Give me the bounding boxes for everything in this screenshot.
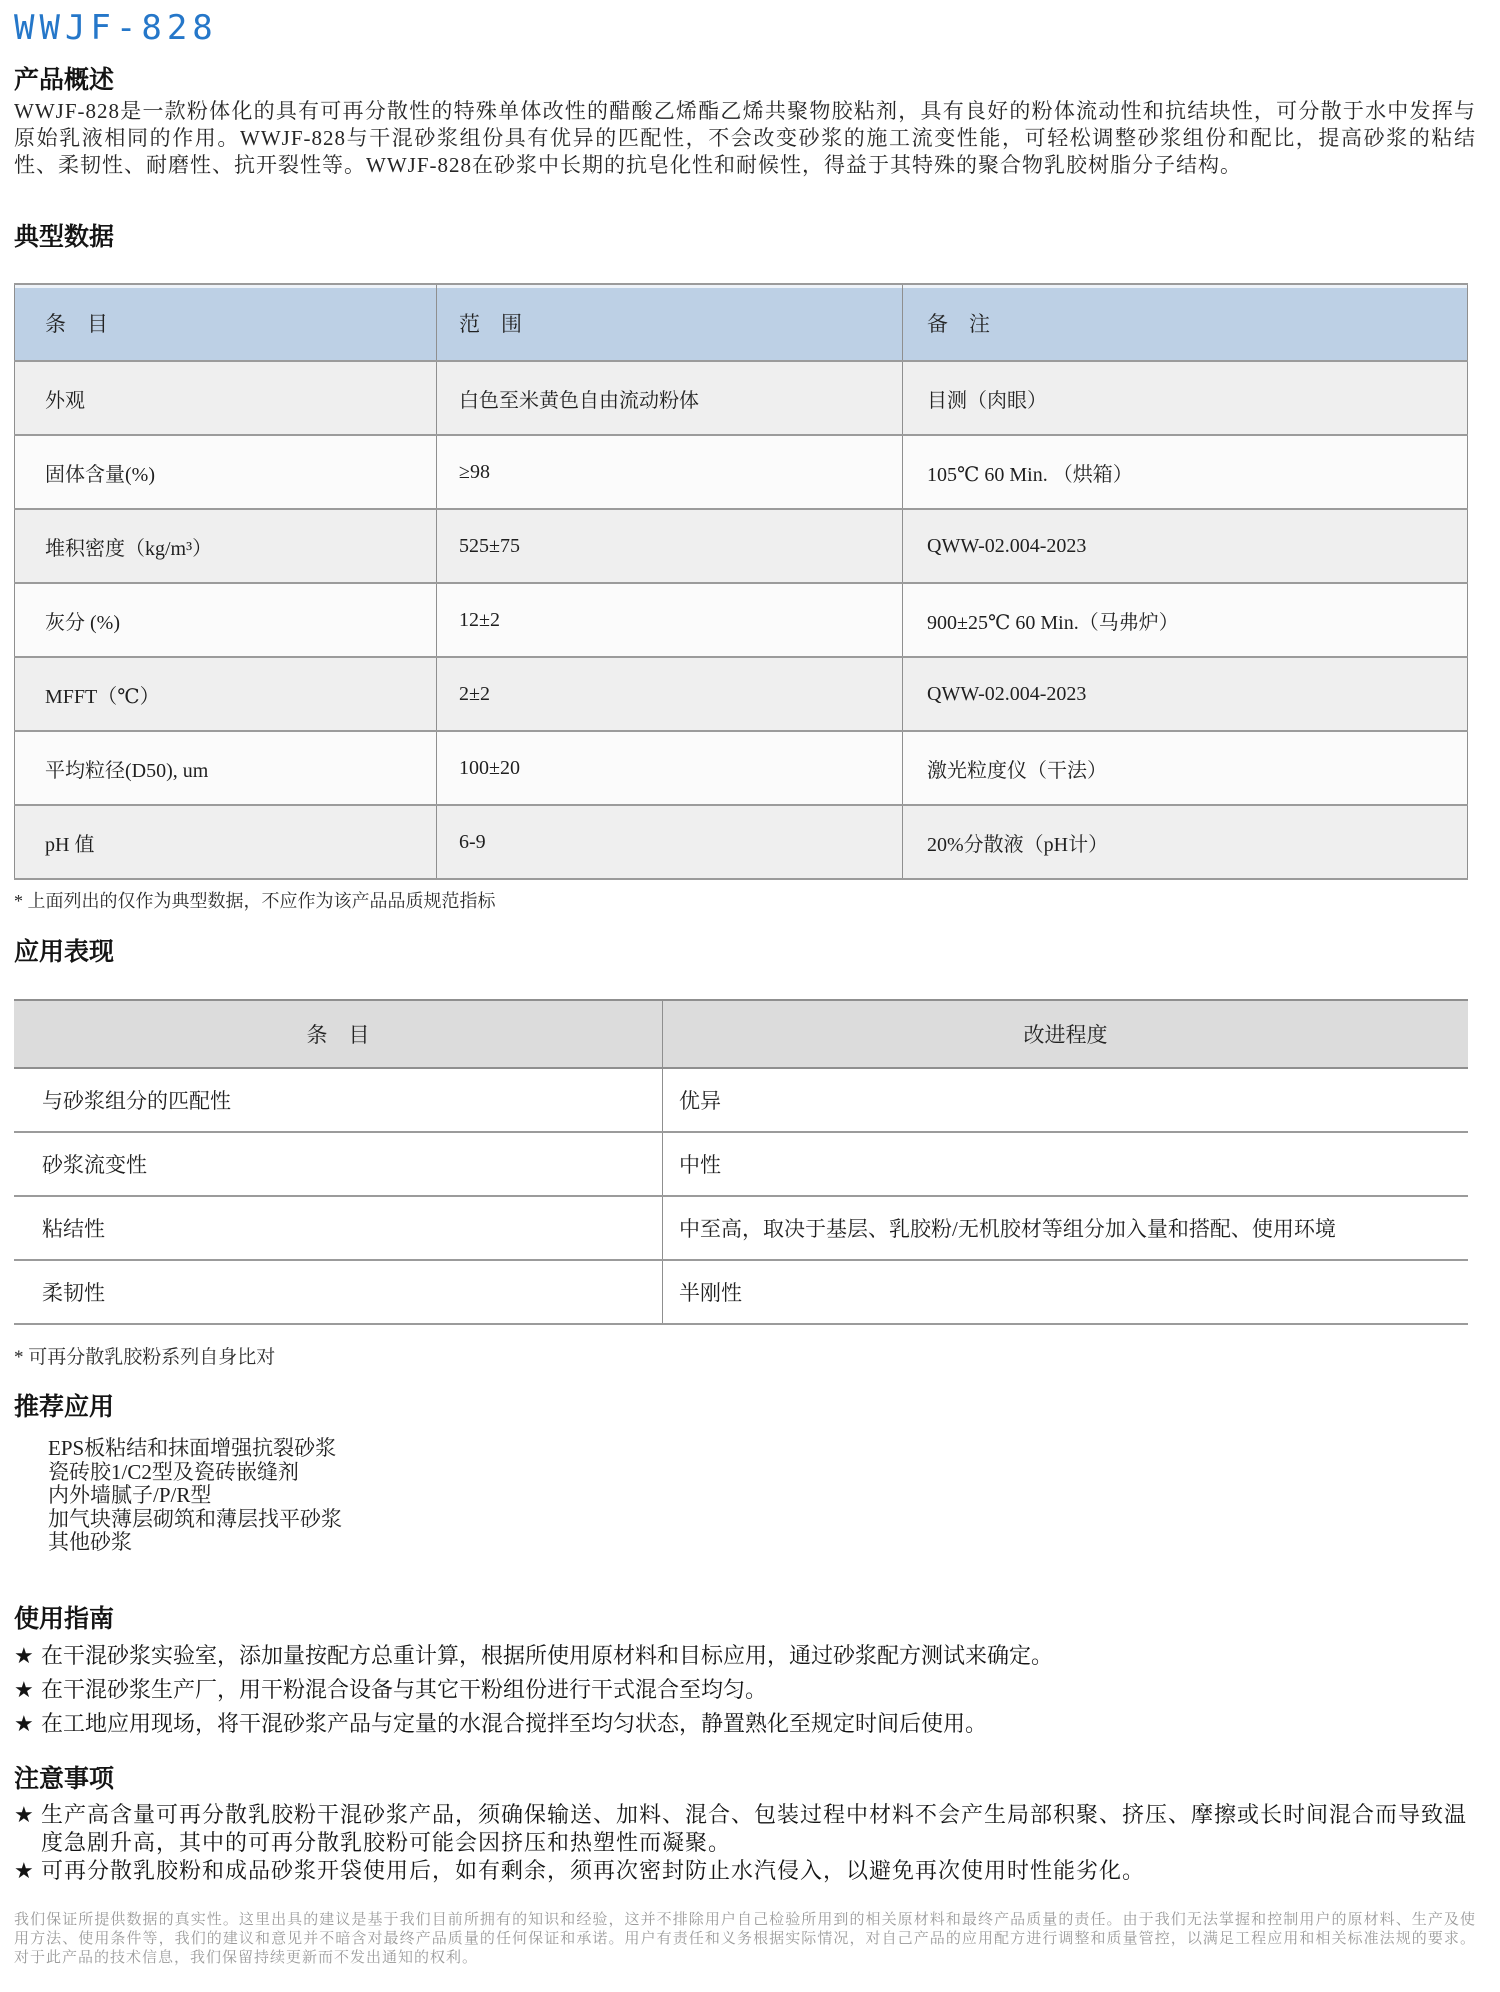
table-header-row [15, 284, 1468, 361]
table-row [14, 1132, 1468, 1196]
list-item: 内外墙腻子/P/R型 [48, 1483, 212, 1507]
star-bullet-icon: ★ [14, 1857, 35, 1883]
table-cell: 固体含量(%) [15, 435, 437, 509]
table-cell: ≥98 [437, 435, 903, 509]
table-cell: 目测（肉眼） [903, 361, 1468, 435]
column-header: 条 目 [15, 284, 437, 361]
table-row [14, 1260, 1468, 1324]
table-header-row [14, 1000, 1468, 1068]
table-cell: 平均粒径(D50), um [15, 731, 437, 805]
application-table [14, 999, 1468, 1325]
table-cell: QWW-02.004-2023 [903, 509, 1468, 583]
table-cell: 激光粒度仪（干法） [903, 731, 1468, 805]
table-row [14, 1196, 1468, 1260]
list-item [14, 1639, 1476, 1673]
usage-item-text: 在工地应用现场，将干混砂浆产品与定量的水混合搅拌至均匀状态，静置熟化至规定时间后使用。 [41, 1710, 988, 1736]
list-item: 瓷砖胶1/C2型及瓷砖嵌缝剂 [48, 1459, 299, 1484]
list-item [14, 1673, 1476, 1707]
table-row [15, 361, 1468, 435]
recommended-list [14, 1437, 1476, 1555]
notes-item-text: 可再分散乳胶粉和成品砂浆开袋使用后，如有剩余，须再次密封防止水汽侵入，以避免再次使用时性能劣化。 [41, 1857, 1146, 1883]
table-row [15, 435, 1468, 509]
column-header: 改进程度 [663, 1000, 1469, 1068]
table-cell: 与砂浆组分的匹配性 [14, 1068, 663, 1132]
table-row [15, 509, 1468, 583]
section-heading-usage: 使用指南 [14, 1604, 115, 1633]
star-bullet-icon: ★ [14, 1710, 34, 1736]
section-heading-notes: 注意事项 [14, 1764, 115, 1793]
table-cell: 6-9 [437, 805, 903, 879]
table-row [15, 657, 1468, 731]
table-cell: 900±25℃ 60 Min.（马弗炉） [903, 583, 1468, 657]
table-cell: 105℃ 60 Min. （烘箱） [903, 435, 1468, 509]
table-row [15, 731, 1468, 805]
overview-paragraph: WWJF-828是一款粉体化的具有可再分散性的特殊单体改性的醋酸乙烯酯乙烯共聚物胶粘剂，具有良好的粉体流动性和抗结块性，可分散于水中发挥与原始乳液相同的作用。WWJF-828与干混砂浆组份具有优异的匹配性，不会改变砂浆的施工流变性能，可轻松调整砂浆组份和配比，提高砂浆的粘结性、柔韧性、耐磨性、抗开裂性等。WWJF-828在砂浆中长期的抗皂化性和耐候性，得益于其特殊的聚合物乳胶树脂分子结构。 [14, 99, 1476, 177]
table-cell: 2±2 [437, 657, 903, 731]
table-cell: 12±2 [437, 583, 903, 657]
column-header: 备 注 [903, 284, 1468, 361]
table-cell: 灰分 (%) [15, 583, 437, 657]
table-cell: 柔韧性 [14, 1260, 663, 1324]
table-cell: pH 值 [15, 805, 437, 879]
list-item: 加气块薄层砌筑和薄层找平砂浆 [48, 1506, 342, 1531]
table-cell: 100±20 [437, 731, 903, 805]
list-item: 其他砂浆 [48, 1530, 132, 1554]
table-cell: 外观 [15, 361, 437, 435]
star-bullet-icon: ★ [14, 1801, 35, 1827]
list-item [14, 1801, 1476, 1857]
list-item [14, 1707, 1476, 1741]
list-item [14, 1857, 1476, 1885]
star-bullet-icon: ★ [14, 1642, 34, 1668]
list-item: EPS板粘结和抹面增强抗裂砂浆 [48, 1436, 337, 1460]
notes-item-text: 生产高含量可再分散乳胶粉干混砂浆产品，须确保输送、加料、混合、包装过程中材料不会产生局部积聚、挤压、摩擦或长时间混合而导致温度急剧升高，其中的可再分散乳胶粉可能会因挤压和热塑性而凝聚。 [41, 1801, 1468, 1855]
table-cell: MFFT（℃） [15, 657, 437, 731]
table-cell: 优异 [663, 1068, 1469, 1132]
table-cell: 堆积密度（kg/m³） [15, 509, 437, 583]
table-cell: QWW-02.004-2023 [903, 657, 1468, 731]
table-cell: 中性 [663, 1132, 1469, 1196]
table-row [15, 583, 1468, 657]
usage-list [14, 1639, 1476, 1741]
table-row [14, 1068, 1468, 1132]
section-heading-application: 应用表现 [14, 938, 115, 966]
star-bullet-icon: ★ [14, 1676, 34, 1702]
page-title: WWJF-828 [14, 8, 218, 48]
usage-item-text: 在干混砂浆生产厂，用干粉混合设备与其它干粉组份进行干式混合至均匀。 [41, 1676, 768, 1702]
typical-data-table [14, 283, 1468, 880]
column-header: 条 目 [14, 1000, 663, 1068]
usage-item-text: 在干混砂浆实验室，添加量按配方总重计算，根据所使用原材料和目标应用，通过砂浆配方测试来确定。 [41, 1642, 1054, 1668]
table-cell: 砂浆流变性 [14, 1132, 663, 1196]
table-cell: 525±75 [437, 509, 903, 583]
table-cell: 白色至米黄色自由流动粉体 [437, 361, 903, 435]
section-heading-recommended: 推荐应用 [14, 1393, 115, 1421]
table-cell: 20%分散液（pH计） [903, 805, 1468, 879]
table-cell: 半刚性 [663, 1260, 1469, 1324]
section-heading-typical-data: 典型数据 [14, 223, 115, 251]
column-header: 范 围 [437, 284, 903, 361]
application-footnote: * 可再分散乳胶粉系列自身比对 [14, 1347, 276, 1368]
disclaimer-footer: 我们保证所提供数据的真实性。这里出具的建议是基于我们目前所拥有的知识和经验，这并不排除用户自己检验所用到的相关原材料和最终产品质量的责任。由于我们无法掌握和控制用户的原材料、生产及使用方法、使用条件等，我们的建议和意见并不暗含对最终产品质量的任何保证和承诺。用户有责任和义务根据实际情况，对自己产品的应用配方进行调整和质量管控，以满足工程应用和相关标准法规的要求。对于此产品的技术信息，我们保留持续更新而不发出通知的权利。 [14, 1911, 1476, 1966]
notes-list [14, 1801, 1476, 1885]
section-heading-overview: 产品概述 [14, 66, 115, 94]
table-cell: 粘结性 [14, 1196, 663, 1260]
table-row [15, 805, 1468, 879]
typical-data-footnote: * 上面列出的仅作为典型数据，不应作为该产品品质规范指标 [14, 891, 496, 911]
table-cell: 中至高，取决于基层、乳胶粉/无机胶材等组分加入量和搭配、使用环境 [663, 1196, 1469, 1260]
